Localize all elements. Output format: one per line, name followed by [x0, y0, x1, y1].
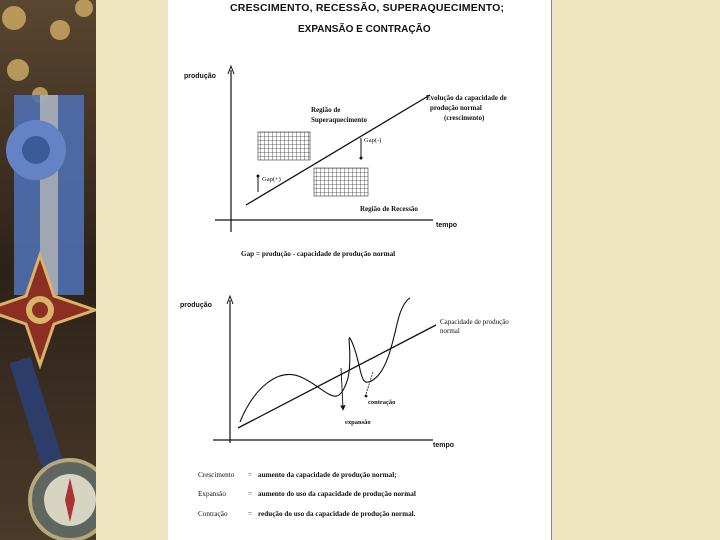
- capacity-trend-line: [238, 325, 436, 428]
- slide: [168, 0, 552, 540]
- medal-photo: [0, 0, 96, 540]
- definition-text: aumento do uso da capacidade de produção normal: [258, 490, 416, 498]
- chart-top-ylabel: produção: [184, 73, 216, 80]
- trend-label-line1: Evolução da capacidade de: [426, 94, 507, 102]
- trend-label-line2: produção normal: [430, 104, 482, 112]
- recession-region-hatch: [314, 168, 368, 196]
- definition-text: aumento da capacidade de produção normal;: [258, 471, 397, 479]
- contraction-label: contração: [368, 399, 396, 406]
- contraction-pointer: [366, 372, 373, 394]
- recession-label: Região de Recessão: [360, 205, 418, 213]
- overheat-region-hatch: [258, 132, 310, 160]
- definition-term: Expansão: [198, 490, 226, 498]
- definition-text: redução do uso da capacidade de produção normal.: [258, 510, 416, 518]
- diagram-drawing: [168, 0, 551, 540]
- definition-term: Crescimento: [198, 471, 235, 479]
- definition-term: Contração: [198, 510, 228, 518]
- definition-separator: =: [248, 510, 253, 518]
- gap-negative-label: Gap(-): [364, 137, 382, 144]
- capacity-label-line1: Capacidade de produção: [440, 318, 509, 326]
- chart-bottom: [213, 296, 436, 443]
- decorative-photo-strip: [0, 0, 96, 540]
- expansion-label: expansão: [345, 419, 371, 426]
- gap-definition: Gap = produção - capacidade de produção normal: [241, 250, 396, 258]
- overheat-label-line2: Superaquecimento: [311, 116, 367, 124]
- slide-subtitle: EXPANSÃO E CONTRAÇÃO: [298, 24, 431, 35]
- capacity-label-line2: normal: [440, 327, 460, 335]
- chart-bottom-ylabel: produção: [180, 302, 212, 309]
- slide-title: CRESCIMENTO, RECESSÃO, SUPERAQUECIMENTO;: [230, 2, 505, 14]
- trend-label-line3: (crescimento): [444, 114, 485, 122]
- chart-bottom-xlabel: tempo: [433, 442, 454, 449]
- overheat-label-line1: Região de: [311, 106, 341, 114]
- chart-top-xlabel: tempo: [436, 222, 457, 229]
- definition-separator: =: [248, 471, 253, 479]
- gap-positive-label: Gap(+): [262, 176, 281, 183]
- definition-separator: =: [248, 490, 253, 498]
